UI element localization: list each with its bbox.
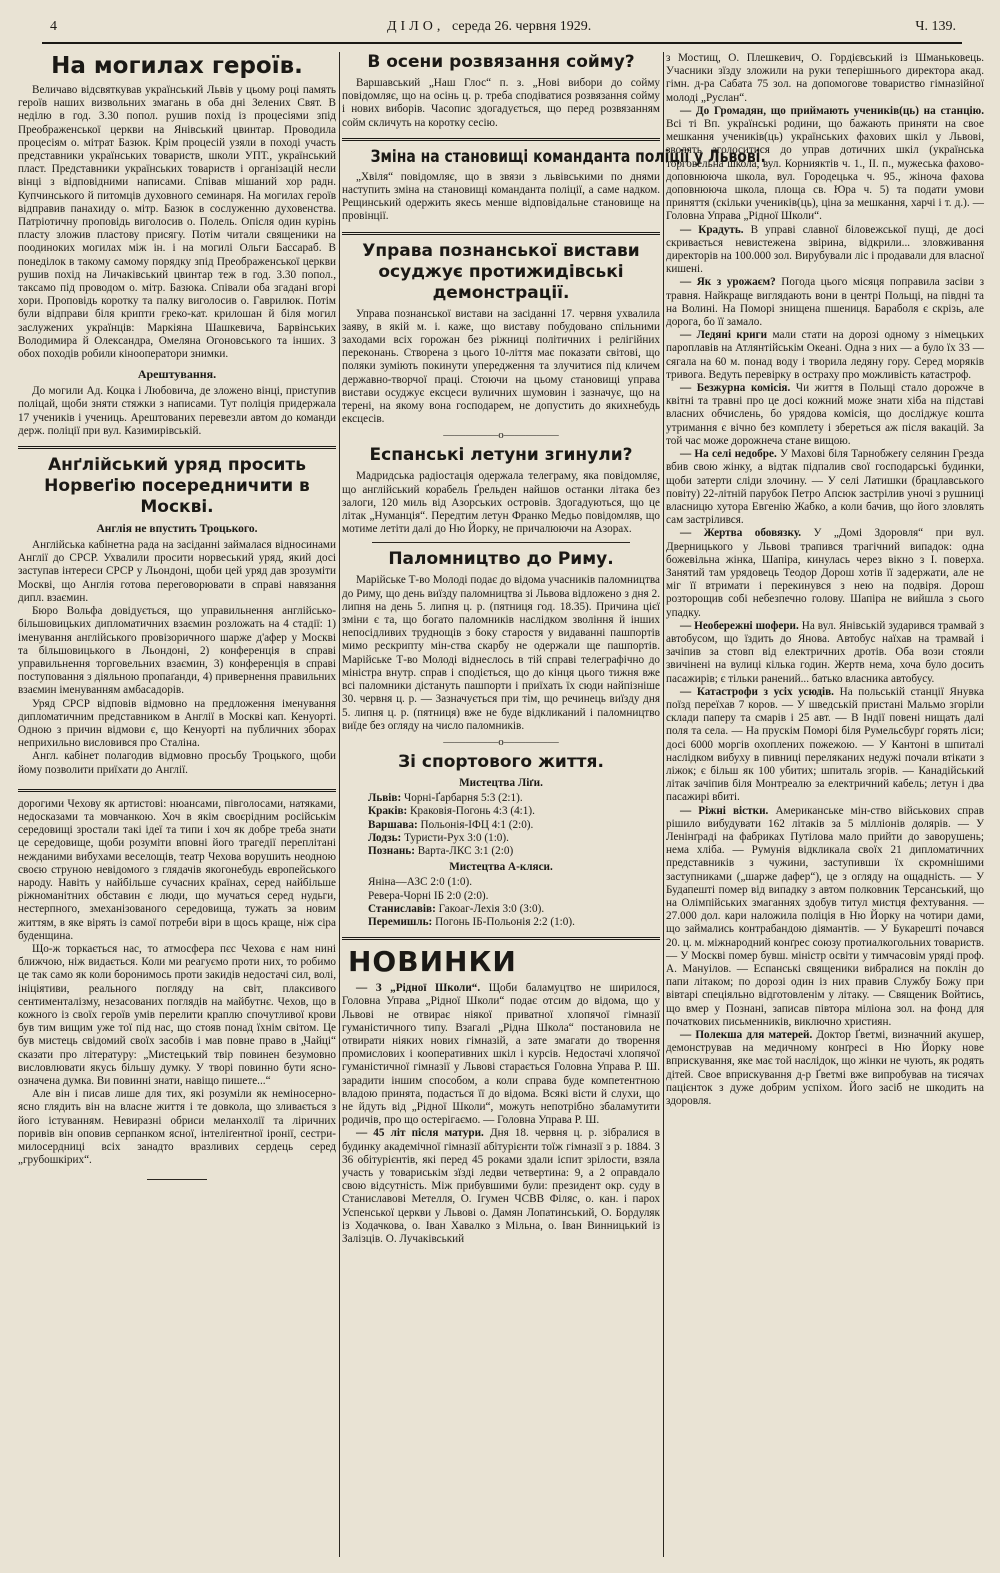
result-row	[368, 832, 660, 845]
result-score: Варта-ЛКС 3:1 (2:0)	[417, 844, 514, 857]
league-results	[342, 792, 660, 858]
issue-date: середа 26. червня 1929.	[452, 19, 592, 34]
result-city: Перемишль:	[368, 915, 433, 928]
separator: —————о—————	[443, 429, 559, 442]
news-item: — До Громадян, що приймають учеників(ць) на станцію. Всі ті Вп. українські родини, що бажають приняти на свое мешкання учеників(ць) українських фахових шкіл у Львові, зволять зголоситися до управ дотичних шкіл (українська торговельна школа, вул. Корнияктів ч. 1., ІІ. п., мужеська фахово-доповнююча школа, вул. Городецька ч. 95., жіноча фахова доповнююча школа, площа св. Юра ч. 5) та подати умови приняття (скільки учеників(ць), ціна за мешкання, харчі і т. д.). — Головна Управа „Рідної Школи“.	[666, 104, 984, 223]
article-paragraph: Уряд СРСР відповів відмовно на предложення іменування дипломатичним представником в Англії в Москві кап. Кенуорті. Одною з причин відмови є, що Кенуорті на публичних зборах неприхильно висловився про Сталіна.	[18, 697, 336, 750]
news-item: — Необережні шофери. На вул. Янівській зударився трамвай з автобусом, що їздить до Янова. Автобус наїхав на трамвай і зачіпив за стовп від електричних дротів. Оба вози стояли звичінені на вулиці кілька годин. Жертв нема, хоча було досить пасажирів; є тільки ранений... батько власника автобусу.	[666, 619, 985, 685]
news-item: — Жертва обовязку. У „Домі Здоровля“ при вул. Дверницького у Львові трапився трагічний випадок: одна божевільна жінка, Шапіра, кинулась через вікно з І. поверха. Занятий там урядовець Теодор Дорош хотів її задержати, але не міг її втримати і перекинувся з нею на подвіря. Дорош розторощив собі небезпечно голову. Шапіра не вийшла з сього упадку.	[666, 527, 984, 619]
news-section-title: НОВИНКИ	[348, 945, 517, 979]
result-score: Гакоаг-Лехія 3:0 (3:0).	[438, 902, 545, 915]
result-city: Варшава:	[368, 818, 418, 831]
end-mark	[18, 1171, 336, 1184]
article-title-sport: Зі спортового життя.	[398, 751, 604, 772]
news-item-lead: — Як з урожаєм?	[680, 276, 776, 289]
news-item-lead: — До Громадян, що приймають учеників(ць) на станцію.	[680, 104, 984, 117]
news-item-lead: — Жертва обовязку.	[680, 527, 802, 540]
result-score: Чорні-Ґарбарня 5:3 (2:1).	[403, 792, 523, 805]
article-paragraph: „Хвіля“ повідомляє, що в звязи з львівськими по днями наступить зміна на становищі команданта поліції, а саме надком. Рещинський одержить якесь менше відповідальне становище на провінції.	[342, 170, 660, 223]
result-city: Познань:	[368, 844, 415, 857]
article-paragraph: Англ. кабінет полагодив відмовно просьбу Троцького, щоби йому позволити приїхати до Англії.	[18, 750, 336, 776]
masthead-rule	[42, 42, 962, 44]
result-row	[368, 819, 660, 832]
article-title-poznan: Управа познанської вистави осуджує протижидівські демонстрації.	[362, 240, 640, 303]
news-item: — Як з урожаєм? Погода цього місяця поправила засіви з травня. Найкраще виглядають вони в центрі Польщі, на півдні та на Волині. На Поморі знищена пшениця. Бараболя є скрізь, але дорога, бо її замало.	[666, 276, 984, 329]
result-city: Станиславів:	[368, 902, 436, 915]
essay-paragraph: Але він і писав лише для тих, які розуміли як неміносерно-ясно глядить він на власне життя і те довкола, що зливається з його істуванням. Невиразні обриси меланхолії та ліричних поривів він оповив серпанком ясної, інтеліґентної іронії, сестри-милосердниці всіх занадто вразливих сердець серед „грубошкірих“.	[18, 1088, 336, 1167]
article-divider	[342, 138, 660, 141]
news-item-lead: — Катастрофи з усіх усюдів.	[680, 685, 834, 698]
feuilleton-divider	[18, 789, 336, 792]
article-title-pilots: Еспанські летуни згинули?	[369, 445, 633, 466]
result-score: Яніна—АЗС 2:0 (1:0).	[368, 876, 472, 889]
result-row	[368, 845, 660, 858]
article-title-sejm: В осени розвязання сойму?	[367, 52, 635, 72]
article-title-uk-norway: Анґлійський уряд просить Норвеґію посередничити в Москві.	[44, 455, 310, 518]
result-row	[368, 890, 660, 903]
article-title-rome: Паломництво до Риму.	[388, 549, 614, 570]
news-item-lead: — Ледяні криги	[680, 329, 768, 342]
issue-number: Ч. 139.	[915, 19, 956, 34]
result-row	[368, 903, 660, 916]
news-item-lead: — Крадуть.	[680, 223, 744, 236]
newspaper-title: ДІЛО,	[387, 19, 445, 34]
news-item: — Ледяні криги мали стати на дорозі одному з німецьких пароплавів на Атлянтійськім Океані. Одна з них — а було їх 33 — сягала на 60 м. понад воду і творила ледяну гору. Серед моряків тривога. Ведуть перевірку в остраху про можливість катастроф.	[666, 329, 985, 381]
news-item: — З „Рідної Школи“. Щоби баламуцтво не ширилося, Головна Управа „Рідної Школи“ подає отсим до відома, що у Львові не отвирає ніякої приватної хлопячої гімназії гуманістичного типу. Взагалі „Рідна Школа“ постановила не отвирати ніяких нових гімназій, а зате змагати до творення промислових і кооперативних шкіл і курсів. Недостачі хлопячої гуманістичної гімназії у Львові старається Головна Управа Р. Ш. зарадити іншим способом, а коли справа буде компетентною владою принята, подасться її до відома. Всякі вісти й слухи, що не йдуть від „Рідної Школи“, можуть непотрібно збаламутити родичів, про що остерігаємо. — Головна Управа Р. Ш.	[342, 982, 660, 1127]
news-item: — Катастрофи з усіх усюдів. На польській станції Янувка поїзд переїхав 7 коров. — У шведській пристані Мальмо згоріли склади паперу та смарів і 25 авт. — В Індії повені нищать далі поля та села. — На прускім Поморі біля Румельсбурґ горять ліси; досі 6000 моргів охоплених пожежою. — У Кантоні в шпиталі наслідком вибуху в пивниці переляканих недужі почали втікати з ліжок; є більш як 100 убитих; шпиталь згорів. — Канадійський літак зачіпив біля Монтреалю за електричний кабель; летун і два пасажирі вбиті.	[666, 685, 985, 804]
news-item-lead: — З „Рідної Школи“.	[356, 982, 481, 995]
news-item-lead: — Безжурна комісія.	[680, 382, 791, 395]
result-score: Туристи-Рух 3:0 (1:0).	[404, 831, 509, 844]
result-score: Ревера-Чорні ІБ 2:0 (2:0).	[368, 889, 489, 902]
news-item-lead: — На селі недобре.	[680, 448, 777, 461]
news-item: — Безжурна комісія. Чи життя в Польщі стало дорожче в квітні та травні про це досі кожний може знати хіба на підставі власних обчислень, бо урядова комісія, що досліджує кошта утримання є вічно без комплету і збереться аж після вакацій. За той час може дорожнеча стане вищою.	[666, 382, 984, 447]
article-paragraph: Англійська кабінетна рада на засіданні займалася відносинами Англії до СРСР. Ухвалили просити норвеський уряд, який досі заступав інтереси СРСР у Льондоні, щоби цей уряд дав зрозуміти Москві, що Англія готова переговорювати в справі навязання дипл. взаємин.	[18, 539, 336, 604]
masthead	[42, 18, 962, 42]
result-city: Львів:	[368, 792, 402, 805]
result-score: Краковія-Погонь 4:3 (4:1).	[410, 805, 535, 818]
news-item: — Ріжні вістки. Американське мін-ство військових справ рішило вибудувати 162 літаків за 5 мілліонів долярів. — У Ленінґраді на фабриках Путілова мало прийти до заворушень; нема хліба. — Румунія відкликала своїх 21 дипломатичних представників з чужини, заступивши їх скромнішими заступниками („шарже дафер“), це з огляду на ощадність. — У Будапешті помер від випадку з автом полковник Терсанський, що на Олімпійських змаганнях здобув титул мистця фехтування. — 27.000 дол. кари наложила поліція в Ню Йорку на чотири дами, що займались контрабандою діямантів. — У Букарешті почався 20. ц. м. міжнародний конґрес союзу протиалкогольних товариств. — У Москві помер бувш. міністр освіти у тимчасовім уряді проф. А. Мануілов. — Еспанські священики вибралися на поклін до папи літаком; по дорозі один із них правив Службу Божу при вівтарі спеціяльно відготовленім у літаку. — Священик Войтись, що вмер у Познані, записав півтора міліона зол. на фонд для початкових письменників, виключно християн.	[666, 804, 984, 1028]
news-item: — Полекша для матерей. Доктор Ґветмі, визначний акушер, демонстрував на медичному конґресі в Ню Йорку нове вприскування, яке має той наслідок, що жінки не чують, як родять дітей. Свое вприскування д-р Ґветмі вже випробував на тисячах пацієнток з дуже добрим успіхом. Його засіб не шкодить на здоровля.	[666, 1029, 985, 1108]
article-paragraph: Управа познанської вистави на засіданні 17. червня ухвалила заяву, в якій м. і. каже, що виставу побудовано спільними заходами всіх горожан без ріжниці політичних і релігійних переконань. Створена з цього 10-ліття має показати світові, що поляки зуміють покинути упередження та злучитися під кличем державно-творчої праці. Стоючи на цьому становищі управа вистави осуджує ексцеси вуличних шумовин і зазначує, що на терені, на якому вона господарем, не допустить до якихнебудь ексцесів.	[342, 307, 660, 426]
article-paragraph: Мадридська радіостація одержала телеграму, яка повідомляє, що англійський корабель Ґрельден найшов останки літака без залоги, 120 миль від Азорських островів. Здогадуються, що це літак „Нуманція“. Передтим летун Франко Медьо повідомляв, що мотиме летіти далі до Ню Йорку, не причалюючи на Азорах.	[342, 470, 660, 536]
result-score: Польонія-ІФЦ 4:1 (2:0).	[420, 818, 534, 831]
result-row	[368, 805, 660, 818]
result-city: Лодзь:	[368, 831, 402, 844]
section-divider	[342, 937, 660, 940]
article-divider	[372, 542, 630, 543]
news-item-lead: — Ріжні вістки.	[680, 804, 769, 817]
result-score: Погонь ІБ-Польонія 2:2 (1:0).	[435, 915, 575, 928]
article-paragraph: Варшавський „Наш Глос“ п. з. „Нові вибори до сойму повідомляє, що на осінь ц. р. треба сподіватися розвязання сойму і нових виборів. Часопис здогадується, що перед розвязанням сойм скличуть на коротку сесію.	[342, 77, 660, 129]
news-item-lead: — 45 літ після матури.	[356, 1127, 484, 1140]
a-class-title: Мистецтва А-кляси.	[449, 861, 553, 874]
league-title: Мистецтва Ліґи.	[459, 776, 543, 789]
news-item: — 45 літ після матури. Дня 18. червня ц. р. зібралися в будинку академічної гімназії абітурієнти тоїж гімназії з р. 1884. З 36 обітурієнтів, які перед 45 роками здали іспит зрілости, взяла участь у товариськім зїзді ледви четвертина: 9, а 2 оправдало свою відсутність. Між прибувшими були: президент окр. суду в Станиславові Метелля, О. Ігумен ЧСВВ Філяс, о. кан. і парох Успенської церкви у Львові о. Дамян Лопатинський, О. Бордуляк із Ходачкова, о. Іван Хавалко з Мільна, о. Іван Винницький із Залізців. О. Лучаківський	[342, 1127, 661, 1245]
news-item: — На селі недобре. У Махові біля Тарнобжеґу селянин Грезда вбив свою жінку, а відтак підпалив свої господарські будинки, щоби затерти сліди злочину. — У селі Латишки (брацлавського повіту) 22-літній парубок Петро Апсюк застрілив уночі з рушниці власницю хутора Евгенію Жабко, а коли бачив, що його зловлять сам застрілився.	[666, 448, 985, 527]
article-paragraph: Марійське Т-во Молоді подає до відома учасників паломництва до Риму, що день виїзду паломництва зі Львова відложено з дня 2. липня на день 5. липня ц. р. (пятниця год. 18.35). Причина цієї зміни є та, що богато паломників наслідком звоління й інших непосідливих труднощів з боку старостя у видаванні пашпортів мимо рескрипту мін-ства скарбу не одержали ще пашпортів. Марійське Т-во Молоді віднеслось в тій справі телеграфічно до міністра внутр. справ і сподіється, що до кінця цього тижня вже всі паломники дістануть пашпорти і приїхать їх сюди найпізніше 30. червня ц. р. — Зазначується при тім, що речинець виїзду дня 5. липня ц. р. (пятниця) вже не буде відкликаний і паломництво виїде без огляду на число паломників.	[342, 574, 660, 732]
result-row	[368, 876, 660, 889]
article-paragraph: До могили Ад. Коцка і Любовича, де зложено вінці, приступив поліцай, щоби зняти стяжки з написами. Тут поліція придержала 17 учеників і учениць. Арештованих перевезли автом до команди держ. поліції при вул. Казимирівській.	[18, 385, 336, 437]
news-item-lead: — Полекша для матерей.	[680, 1029, 813, 1042]
news-item-lead: — Необережні шофери.	[680, 619, 799, 632]
page-number: 4	[50, 19, 57, 34]
article-title-police: Зміна на становищі команданта поліції у Львові.	[370, 146, 766, 167]
article-divider	[342, 232, 660, 235]
news-item: з Мостищ, О. Плешкевич, О. Гордієвський із Шманьковець. Учасники зїзду зложили на руки теперішнього директора акад. гімн. д-ра Сабата 75 зол. на допомогове товариство гімназійної молоді „Руслан“.	[666, 52, 984, 104]
article-subtitle: Англія не впустить Троцького.	[96, 523, 258, 536]
result-row	[368, 792, 660, 805]
result-row	[368, 916, 660, 929]
result-city: Краків:	[368, 805, 408, 818]
column-divider	[339, 52, 340, 1557]
essay-paragraph: дорогими Чехову як артистові: нюансами, півголосами, натяками, недосказами та мовчанкою. Хоч в якім своєрідним російськім середовищі зростали такі ідеї та типи і хоч як добре треба знати це середовище, щоби розуміти вповні його трагедії переплітані нежданими вибухами веселощів, театр Чехова ворушить неодною своєю струною невідомого з глядачів якогонебудь европейського народу. Навіть у найбільше сучасних країнах, серед найбільше ріжноманітних обставин є люди, що мучаться серед нудьги, нестерпного, змеханізованого середовища, тужать за новим життям, в яке вірять із самої потреби віри в щось краще, ніж сіра буденщина.	[18, 797, 336, 942]
article-paragraph: Бюро Вольфа довідується, що управильнення англійсько-більшовицьких дипломатичних взаємин розложать на 4 стадії: 1) іменування англійського провізоричного шарже д'афер у Москві та більшовицького в Льондоні, 2) конференція в справі управильнення торговельних взаємин, 3) конференція в справі поступовання з діяльною пропаґанди, 4) привернення правильних взаємин іменуванням амбасадорів.	[18, 605, 336, 697]
column-3	[666, 52, 984, 1562]
separator: —————о—————	[443, 735, 559, 748]
a-class-results	[342, 876, 660, 929]
column-1	[18, 52, 336, 1562]
section-subtitle-arrests: Арештування.	[137, 367, 217, 382]
essay-paragraph: Що-ж торкається нас, то атмосфера пєс Чехова є нам нині ближчою, ніж видається. Коли ми реагуємо проти них, то робимо це так само як коли боронимось проти закидів недостачі сил, волі, ініціятиви, реального погляду на світ, плаксивого сентименталізму, незасованих поглядів на майбутнє. Чехов, що в кожного із своїх героїв умів перелити краплю спочутливої крови був тим вищим уже тої під нас, що стояв понад їхнім світом. Це був мистець свідомий своїх засобів і мав повне право в „Чайці“ сказати про літературу: „Мистецький твір повинен безумовно висловлювати якусь більшу думку. У творі повинно бути ясно-означена думка. Ви повинні знати, навіщо пишете...“	[18, 942, 336, 1087]
column-divider	[663, 52, 664, 1557]
article-divider	[18, 446, 336, 449]
article-title-graves: На могилах героїв.	[51, 53, 303, 79]
news-item: — Крадуть. В управі славної біловежської пущі, де досі скривається невистежена звірина, відкрили... зловживання директорів на 100.000 зол. Вирубували ліс і продавали для власної кишені.	[666, 223, 985, 276]
article-paragraph: Величаво відсвяткував український Львів у цьому році память героїв наших визвольних змагань в оба дні Зелених Свят. В неділю в год. 3.30 попол. рушив похід із процесіями зпід Преображенської церкви на Янівський цвинтар. Проводила процесіям о. мітрат Базюк. Крім процесій узяли в поході участь представники українських товариств, школи УПТ., український пласт. Представники українських товариств і організацій несли вінці з відповідними написами. Співав мішаний хор радн. Купчинського й питомців духовного семинаря. На могилах героїв відправив панахиду о. мітр. Базюк в сослуженню духовенства. Патріотичну проповідь виголосив о. Полель. Опісля один курінь пласту зложив пластову присягу. Потім читали священики на поодиноких могилах між ін. і на могилі Ольги Бассараб. В понеділок в такому самому порядку зпід Преображенської церкви рушив похід на Личаківський цвинтар теж в год. 3.30 попол., таксамо під проводом о. мітр. Базюка. Співали оба згадані вгорі хори. Проповідь коротку та палку виголосив о. Гаврилюк. Потім були відправи біля крипти греко-кат. крилошан й біля могил заслужених українців: Маркіяна Шашкевича, Барвінських Володимира й Олександра, Омеляна Огоновського та інших. З обох походів робили кінооператори знимки.	[18, 84, 336, 361]
